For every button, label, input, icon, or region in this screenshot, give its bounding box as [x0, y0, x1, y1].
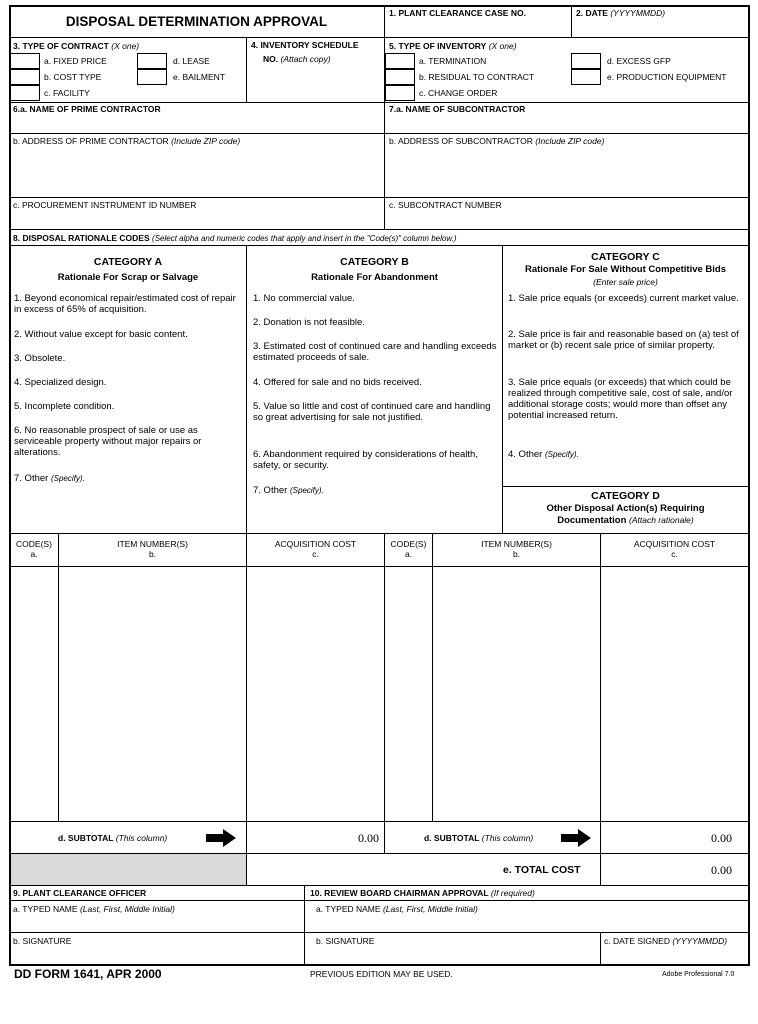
- option-facility: c. FACILITY: [44, 88, 90, 98]
- option-fixed-price: a. FIXED PRICE: [44, 56, 107, 66]
- left-codes-header-text: CODE(S): [16, 539, 52, 549]
- left-items-header-sub: b.: [148, 549, 157, 559]
- left-items-header: [59, 539, 246, 559]
- inventory-type-hint: (X one): [488, 41, 517, 51]
- board-date-input[interactable]: [604, 947, 749, 964]
- rationale-label-text: 8. DISPOSAL RATIONALE CODES: [13, 233, 150, 243]
- left-codes-header: [10, 539, 58, 559]
- checkbox-cost-type[interactable]: [10, 69, 40, 85]
- cat-a-title: CATEGORY A: [93, 256, 163, 268]
- schedule-hint: (Attach copy): [280, 54, 331, 64]
- option-change-order: c. CHANGE ORDER: [419, 88, 498, 98]
- board-date-label-text: c. DATE SIGNED: [604, 936, 670, 946]
- sub-name-label: 7.a. NAME OF SUBCONTRACTOR: [389, 104, 526, 114]
- checkbox-residual[interactable]: [385, 69, 415, 85]
- cat-a-item-4: 4. Specialized design.: [14, 377, 107, 388]
- board-date-hint: (YYYYMMDD): [672, 936, 728, 946]
- software-note: Adobe Professional 7.0: [662, 971, 735, 978]
- sub-address-hint: (Include ZIP code): [535, 136, 605, 146]
- cat-a-item-5: 5. Incomplete condition.: [14, 401, 115, 412]
- right-items-header-text: ITEM NUMBER(S): [481, 539, 552, 549]
- inventory-type-label: [389, 41, 517, 51]
- officer-name-label-text: a. TYPED NAME: [13, 904, 78, 914]
- rationale-label: [13, 233, 457, 244]
- case-no-input[interactable]: [388, 20, 572, 36]
- left-subtotal-label: [58, 833, 167, 843]
- sub-name-input[interactable]: [389, 116, 748, 133]
- checkbox-production-equipment[interactable]: [571, 69, 601, 85]
- right-cost-header-sub: c.: [671, 549, 678, 559]
- cat-a-item-2: 2. Without value except for basic content.: [14, 329, 188, 340]
- cat-b-subtitle: Rationale For Abandonment: [311, 272, 438, 283]
- left-cost-header-text: ACQUISITION COST: [274, 539, 357, 549]
- prime-address-label-text: b. ADDRESS OF PRIME CONTRACTOR: [13, 136, 169, 146]
- case-no-label: 1. PLANT CLEARANCE CASE NO.: [389, 8, 526, 18]
- rationale-hint: (Select alpha and numeric codes that apply and insert in the "Code(s)" column below.): [152, 234, 457, 243]
- cat-c-specify: (Specify).: [544, 450, 579, 459]
- prime-name-label: 6.a. NAME OF PRIME CONTRACTOR: [13, 104, 161, 114]
- officer-name-label: [13, 904, 175, 914]
- date-input[interactable]: [575, 20, 749, 36]
- right-codes-header: [385, 539, 432, 559]
- form-number: DD FORM 1641, APR 2000: [14, 967, 162, 981]
- right-subtotal-hint: (This column): [481, 833, 534, 843]
- board-hint: (If required): [490, 888, 535, 898]
- sub-address-label: [389, 136, 604, 146]
- right-items-header-sub: b.: [512, 549, 521, 559]
- cat-b-item-7-text: 7. Other: [253, 485, 288, 496]
- checkbox-fixed-price[interactable]: [10, 53, 40, 69]
- piid-input[interactable]: [13, 212, 383, 229]
- cat-b-item-3: 3. Estimated cost of continued care and handling exceeds estimated proceeds of sale.: [253, 341, 497, 363]
- board-signature-field[interactable]: [310, 947, 597, 962]
- checkbox-termination[interactable]: [385, 53, 415, 69]
- piid-label: c. PROCUREMENT INSTRUMENT ID NUMBER: [13, 200, 197, 210]
- subcontract-number-input[interactable]: [389, 212, 748, 229]
- cat-d-subtitle-2-text: Documentation: [557, 515, 627, 526]
- right-subtotal-label: [424, 833, 533, 843]
- board-label-text: 10. REVIEW BOARD CHAIRMAN APPROVAL: [310, 888, 489, 898]
- subcontract-number-label: c. SUBCONTRACT NUMBER: [389, 200, 502, 210]
- prime-address-label: [13, 136, 240, 146]
- prime-address-hint: (Include ZIP code): [171, 136, 241, 146]
- cat-c-item-2: 2. Sale price is fair and reasonable based on (a) test of market or (b) recent sale price of similar property.: [508, 329, 739, 351]
- right-codes-input[interactable]: [387, 570, 433, 822]
- cat-b-item-1: 1. No commercial value.: [253, 293, 355, 304]
- contract-type-label-text: 3. TYPE OF CONTRACT: [13, 41, 109, 51]
- officer-name-hint: (Last, First, Middle Initial): [79, 904, 175, 914]
- cat-c-item-3: 3. Sale price equals (or exceeds) that which could be realized through competitive sale, cost of sale, and/or additional storage costs; would more than offset any potential increased return.: [508, 377, 733, 421]
- cat-c-item-4-text: 4. Other: [508, 449, 543, 460]
- cat-c-title: CATEGORY C: [591, 251, 660, 263]
- checkbox-facility[interactable]: [10, 85, 40, 101]
- option-lease: d. LEASE: [173, 56, 210, 66]
- cat-a-item-1: 1. Beyond economical repair/estimated cost of repair in excess of 65% of acquisition.: [14, 293, 236, 315]
- left-subtotal-value: 0.00: [358, 831, 379, 845]
- option-bailment: e. BAILMENT: [173, 72, 225, 82]
- board-name-input[interactable]: [310, 915, 749, 932]
- left-cost-header-sub: c.: [312, 549, 319, 559]
- left-codes-header-sub: a.: [30, 549, 38, 559]
- left-cost-header: [247, 539, 384, 559]
- board-name-label: [316, 904, 478, 914]
- date-format-hint: (YYYYMMDD): [610, 8, 666, 18]
- schedule-no-label: [263, 54, 331, 64]
- left-subtotal-label-text: d. SUBTOTAL: [58, 833, 114, 843]
- cat-b-item-2: 2. Donation is not feasible.: [253, 317, 365, 328]
- schedule-no-text: NO.: [263, 54, 279, 64]
- option-cost-type: b. COST TYPE: [44, 72, 102, 82]
- cat-a-specify: (Specify).: [50, 474, 85, 483]
- cat-a-item-3: 3. Obsolete.: [14, 353, 66, 364]
- left-items-header-text: ITEM NUMBER(S): [117, 539, 188, 549]
- cat-c-item-4: [508, 449, 744, 460]
- total-cost-label: e. TOTAL COST: [503, 864, 581, 876]
- board-name-label-text: a. TYPED NAME: [316, 904, 381, 914]
- option-production-equipment: e. PRODUCTION EQUIPMENT: [607, 72, 727, 82]
- left-cost-input[interactable]: [249, 570, 385, 822]
- sub-address-input[interactable]: [389, 148, 748, 198]
- prime-name-input[interactable]: [13, 116, 383, 133]
- cat-d-subtitle-2: [503, 515, 748, 526]
- right-items-input[interactable]: [435, 570, 601, 822]
- officer-signature-field[interactable]: [13, 947, 301, 962]
- cat-a-item-6: 6. No reasonable prospect of sale or use as serviceable property without major repairs or alterations.: [14, 425, 202, 458]
- sub-address-label-text: b. ADDRESS OF SUBCONTRACTOR: [389, 136, 533, 146]
- cat-c-item-1: 1. Sale price equals (or exceeds) current market value.: [508, 293, 739, 304]
- officer-name-input[interactable]: [13, 915, 305, 932]
- contract-type-label: [13, 41, 139, 51]
- checkbox-change-order[interactable]: [385, 85, 415, 101]
- left-items-input[interactable]: [61, 570, 247, 822]
- officer-label: 9. PLANT CLEARANCE OFFICER: [13, 888, 147, 898]
- right-cost-header-text: ACQUISITION COST: [633, 539, 716, 549]
- shaded-block: [11, 854, 246, 885]
- prime-address-input[interactable]: [13, 148, 383, 198]
- right-subtotal-value: 0.00: [711, 831, 732, 845]
- form-title: DISPOSAL DETERMINATION APPROVAL: [65, 14, 328, 29]
- cat-b-specify: (Specify).: [289, 486, 324, 495]
- checkbox-lease[interactable]: [137, 53, 167, 69]
- cat-d-subtitle: Other Disposal Action(s) Requiring: [546, 503, 705, 514]
- cat-b-title: CATEGORY B: [340, 256, 409, 268]
- cat-a-subtitle: Rationale For Scrap or Salvage: [57, 272, 199, 283]
- option-residual: b. RESIDUAL TO CONTRACT: [419, 72, 535, 82]
- cat-b-item-5: 5. Value so little and cost of continued care and handling so great advertising for sale not justified.: [253, 401, 491, 423]
- board-label: [310, 888, 535, 898]
- right-arrow-icon: [561, 829, 591, 847]
- edition-note: PREVIOUS EDITION MAY BE USED.: [310, 969, 453, 979]
- cat-b-item-7: [253, 485, 497, 496]
- cat-a-item-7-text: 7. Other: [14, 473, 49, 484]
- right-codes-header-sub: a.: [404, 549, 413, 559]
- cat-b-item-4: 4. Offered for sale and no bids received.: [253, 377, 422, 388]
- cat-a-item-7: [14, 473, 242, 484]
- checkbox-bailment[interactable]: [137, 69, 167, 85]
- board-signature-label: b. SIGNATURE: [316, 936, 375, 946]
- left-arrow-icon: [206, 829, 236, 847]
- left-subtotal-hint: (This column): [115, 833, 168, 843]
- board-date-label: [604, 936, 727, 946]
- officer-signature-label: b. SIGNATURE: [13, 936, 72, 946]
- cat-c-subtitle: Rationale For Sale Without Competitive Bids: [524, 264, 727, 275]
- inventory-type-label-text: 5. TYPE OF INVENTORY: [389, 41, 487, 51]
- schedule-label: 4. INVENTORY SCHEDULE: [251, 40, 359, 50]
- left-codes-input[interactable]: [12, 570, 60, 822]
- checkbox-excess-gfp[interactable]: [571, 53, 601, 69]
- schedule-no-input[interactable]: [252, 70, 384, 100]
- option-termination: a. TERMINATION: [419, 56, 487, 66]
- right-codes-header-text: CODE(S): [390, 539, 427, 549]
- date-label: [576, 8, 665, 18]
- cat-b-item-6: 6. Abandonment required by considerations of health, safety, or security.: [253, 449, 478, 471]
- contract-type-hint: (X one): [111, 41, 140, 51]
- date-label-text: 2. DATE: [576, 8, 608, 18]
- cat-c-hint: (Enter sale price): [593, 277, 658, 287]
- right-cost-header: [601, 539, 748, 559]
- right-subtotal-label-text: d. SUBTOTAL: [424, 833, 480, 843]
- right-items-header: [433, 539, 600, 559]
- cat-d-hint: (Attach rationale): [629, 515, 694, 525]
- board-name-hint: (Last, First, Middle Initial): [382, 904, 478, 914]
- option-excess-gfp: d. EXCESS GFP: [607, 56, 671, 66]
- cat-d-title: CATEGORY D: [591, 490, 660, 502]
- total-cost-value: 0.00: [711, 863, 732, 877]
- right-cost-input[interactable]: [603, 570, 749, 822]
